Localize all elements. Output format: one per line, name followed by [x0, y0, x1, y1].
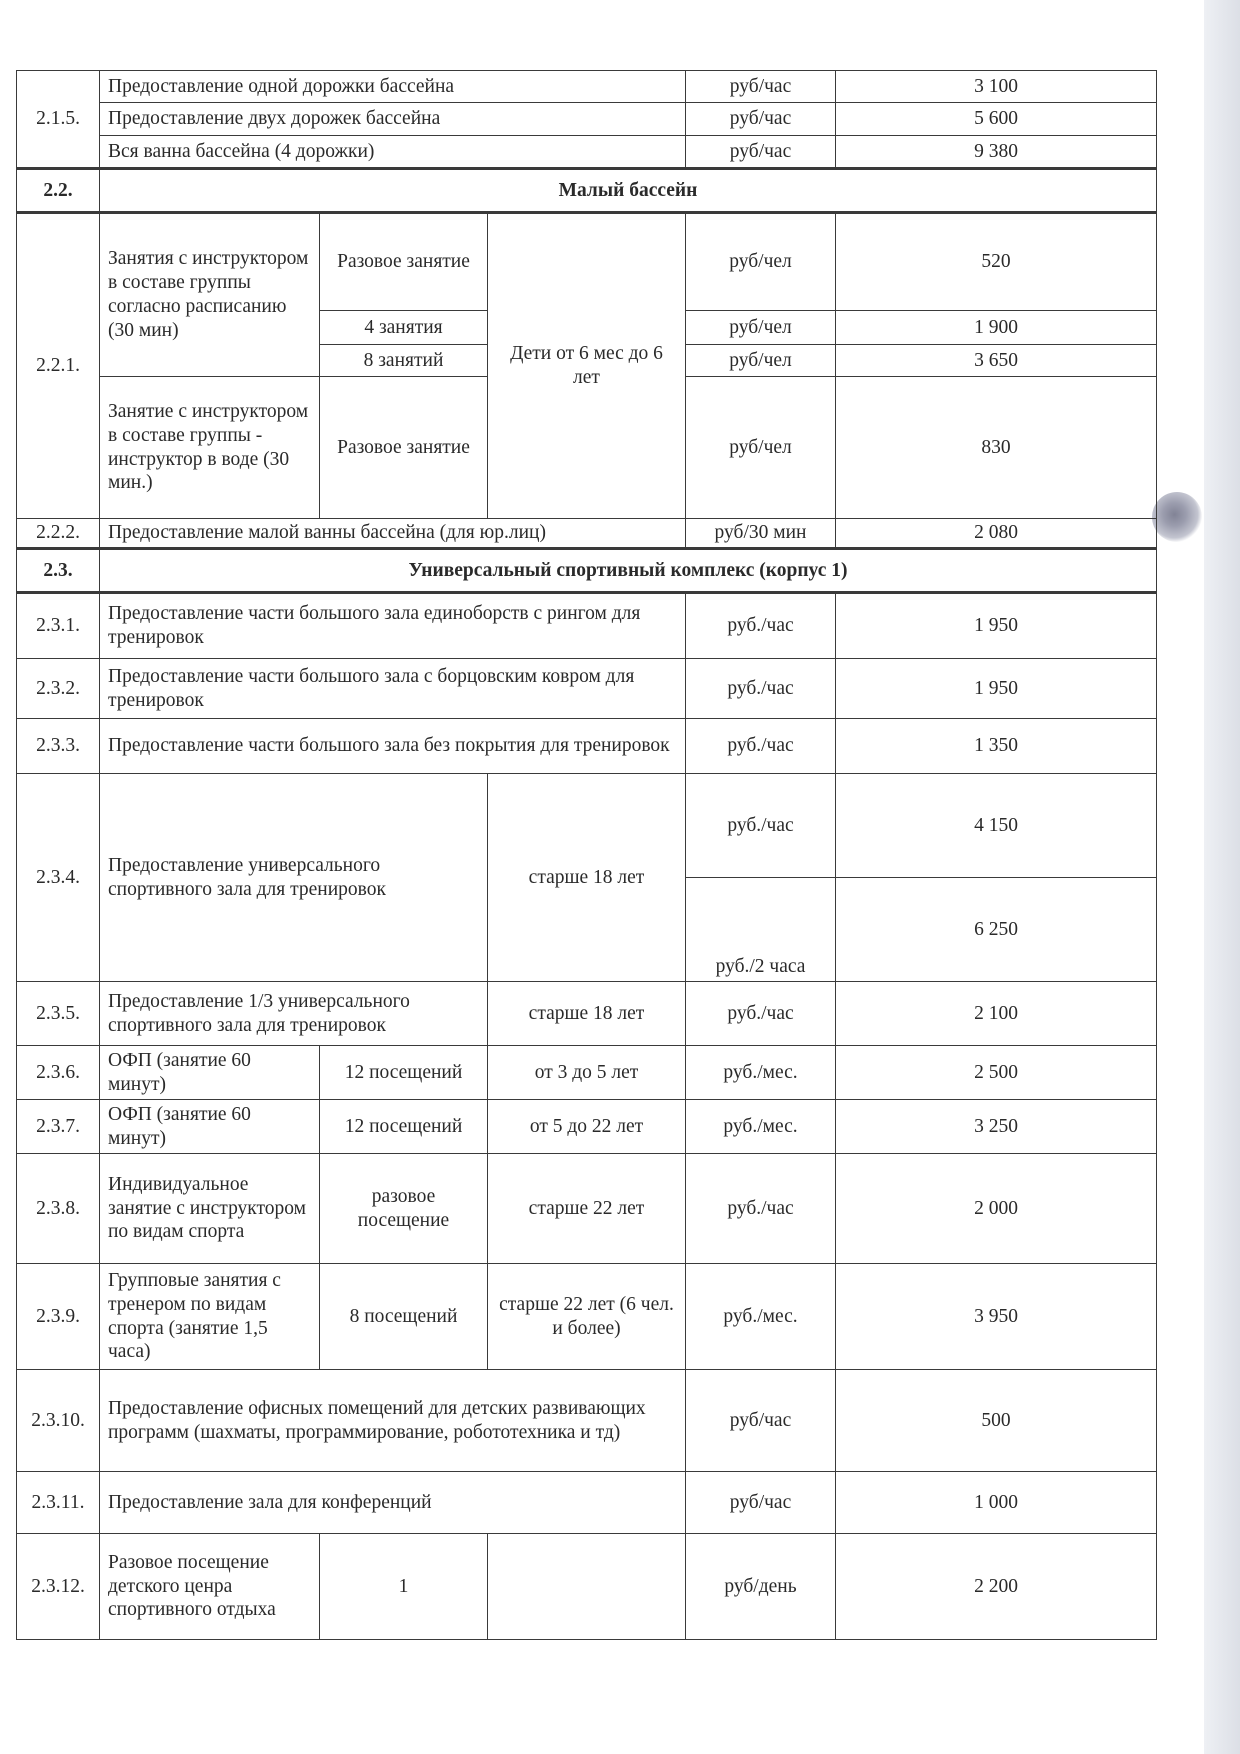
unit-cell: руб/день	[686, 1534, 836, 1640]
price-cell: 2 500	[836, 1046, 1157, 1100]
unit-cell: руб/час	[686, 1370, 836, 1472]
price-cell: 520	[836, 213, 1157, 311]
row-code: 2.3.11.	[17, 1472, 100, 1534]
age-cell: от 3 до 5 лет	[488, 1046, 686, 1100]
table-row	[17, 1046, 1157, 1100]
unit-cell: руб/час	[686, 71, 836, 103]
section-code: 2.3.	[17, 549, 100, 593]
stamp-mark	[1152, 492, 1202, 542]
table-row	[17, 1264, 1157, 1370]
service-name: Предоставление малой ванны бассейна (для юр.лиц)	[100, 519, 686, 549]
visits-cell: 12 посещений	[320, 1046, 488, 1100]
unit-cell: руб./мес.	[686, 1046, 836, 1100]
row-code: 2.2.1.	[17, 213, 100, 519]
row-code: 2.1.5.	[17, 71, 100, 169]
row-code: 2.3.6.	[17, 1046, 100, 1100]
price-table	[16, 70, 1157, 1640]
visits-cell: 1	[320, 1534, 488, 1640]
unit-cell: руб./час	[686, 982, 836, 1046]
unit-cell: руб/чел	[686, 311, 836, 345]
section-header-row	[17, 549, 1157, 593]
age-cell: старше 18 лет	[488, 982, 686, 1046]
table-row	[17, 982, 1157, 1046]
unit-cell: руб./мес.	[686, 1100, 836, 1154]
price-cell: 3 250	[836, 1100, 1157, 1154]
service-name: Вся ванна бассейна (4 дорожки)	[100, 136, 686, 169]
service-name: Предоставление части большого зала без покрытия для тренировок	[100, 719, 686, 774]
price-cell: 2 000	[836, 1154, 1157, 1264]
table-row	[17, 519, 1157, 549]
unit-cell: руб/чел	[686, 345, 836, 377]
row-code: 2.3.2.	[17, 659, 100, 719]
price-cell: 2 100	[836, 982, 1157, 1046]
unit-cell: руб./2 часа	[686, 878, 836, 982]
price-cell: 5 600	[836, 103, 1157, 136]
price-cell: 9 380	[836, 136, 1157, 169]
visits-cell: 4 занятия	[320, 311, 488, 345]
row-code: 2.3.10.	[17, 1370, 100, 1472]
service-name: Предоставление двух дорожек бассейна	[100, 103, 686, 136]
unit-cell: руб./мес.	[686, 1264, 836, 1370]
unit-cell: руб/30 мин	[686, 519, 836, 549]
table-row	[17, 1472, 1157, 1534]
unit-cell: руб/чел	[686, 377, 836, 519]
table-row	[17, 593, 1157, 659]
service-name: Занятие с инструктором в составе группы - инструктор в воде (30 мин.)	[100, 377, 320, 519]
visits-cell: Разовое занятие	[320, 213, 488, 311]
section-header-row	[17, 169, 1157, 213]
visits-cell: 8 занятий	[320, 345, 488, 377]
table-row	[17, 1370, 1157, 1472]
unit-cell: руб./час	[686, 659, 836, 719]
table-row	[17, 71, 1157, 103]
unit-cell: руб/чел	[686, 213, 836, 311]
price-cell: 4 150	[836, 774, 1157, 878]
unit-cell: руб./час	[686, 719, 836, 774]
price-cell: 3 100	[836, 71, 1157, 103]
service-name: ОФП (занятие 60 минут)	[100, 1100, 320, 1154]
price-cell: 500	[836, 1370, 1157, 1472]
unit-cell: руб./час	[686, 1154, 836, 1264]
age-cell: от 5 до 22 лет	[488, 1100, 686, 1154]
row-code: 2.3.12.	[17, 1534, 100, 1640]
row-code: 2.2.2.	[17, 519, 100, 549]
price-cell: 1 350	[836, 719, 1157, 774]
service-name: Предоставление части большого зала единоборств с рингом для тренировок	[100, 593, 686, 659]
unit-cell: руб./час	[686, 774, 836, 878]
price-cell: 1 000	[836, 1472, 1157, 1534]
service-name: ОФП (занятие 60 минут)	[100, 1046, 320, 1100]
row-code: 2.3.9.	[17, 1264, 100, 1370]
row-code: 2.3.7.	[17, 1100, 100, 1154]
price-cell: 1 900	[836, 311, 1157, 345]
scan-edge	[1204, 0, 1240, 1754]
table-row	[17, 1534, 1157, 1640]
price-cell: 2 080	[836, 519, 1157, 549]
age-cell: старше 22 лет	[488, 1154, 686, 1264]
service-name: Предоставление части большого зала с борцовским ковром для тренировок	[100, 659, 686, 719]
section-code: 2.2.	[17, 169, 100, 213]
visits-cell: разовое посещение	[320, 1154, 488, 1264]
table-row	[17, 659, 1157, 719]
table-row	[17, 719, 1157, 774]
service-name: Предоставление одной дорожки бассейна	[100, 71, 686, 103]
price-cell: 3 950	[836, 1264, 1157, 1370]
visits-cell: 8 посещений	[320, 1264, 488, 1370]
row-code: 2.3.4.	[17, 774, 100, 982]
service-name: Групповые занятия с тренером по видам спорта (занятие 1,5 часа)	[100, 1264, 320, 1370]
price-cell: 6 250	[836, 878, 1157, 982]
row-code: 2.3.5.	[17, 982, 100, 1046]
row-code: 2.3.8.	[17, 1154, 100, 1264]
service-name: Предоставление офисных помещений для детских развивающих программ (шахматы, программирование, робототехника и тд)	[100, 1370, 686, 1472]
visits-cell: Разовое занятие	[320, 377, 488, 519]
row-code: 2.3.3.	[17, 719, 100, 774]
unit-cell: руб/час	[686, 1472, 836, 1534]
table-row	[17, 103, 1157, 136]
service-name: Предоставление 1/3 универсального спортивного зала для тренировок	[100, 982, 488, 1046]
table-row	[17, 1154, 1157, 1264]
service-name: Предоставление зала для конференций	[100, 1472, 686, 1534]
unit-cell: руб./час	[686, 593, 836, 659]
age-cell	[488, 1534, 686, 1640]
table-row	[17, 1100, 1157, 1154]
age-cell: Дети от 6 мес до 6 лет	[488, 213, 686, 519]
price-cell: 830	[836, 377, 1157, 519]
service-name: Индивидуальное занятие с инструктором по видам спорта	[100, 1154, 320, 1264]
age-cell: старше 22 лет (6 чел. и более)	[488, 1264, 686, 1370]
price-cell: 3 650	[836, 345, 1157, 377]
price-cell: 1 950	[836, 659, 1157, 719]
table-row	[17, 774, 1157, 878]
price-cell: 2 200	[836, 1534, 1157, 1640]
service-name: Разовое посещение детского ценра спортивного отдыха	[100, 1534, 320, 1640]
table-row	[17, 213, 1157, 311]
service-name: Предоставление универсального спортивного зала для тренировок	[100, 774, 488, 982]
age-cell: старше 18 лет	[488, 774, 686, 982]
row-code: 2.3.1.	[17, 593, 100, 659]
unit-cell: руб/час	[686, 103, 836, 136]
table-row	[17, 136, 1157, 169]
unit-cell: руб/час	[686, 136, 836, 169]
section-title: Малый бассейн	[100, 169, 1157, 213]
visits-cell: 12 посещений	[320, 1100, 488, 1154]
price-cell: 1 950	[836, 593, 1157, 659]
section-title: Универсальный спортивный комплекс (корпус 1)	[100, 549, 1157, 593]
service-name: Занятия с инструктором в составе группы согласно расписанию (30 мин)	[100, 213, 320, 377]
